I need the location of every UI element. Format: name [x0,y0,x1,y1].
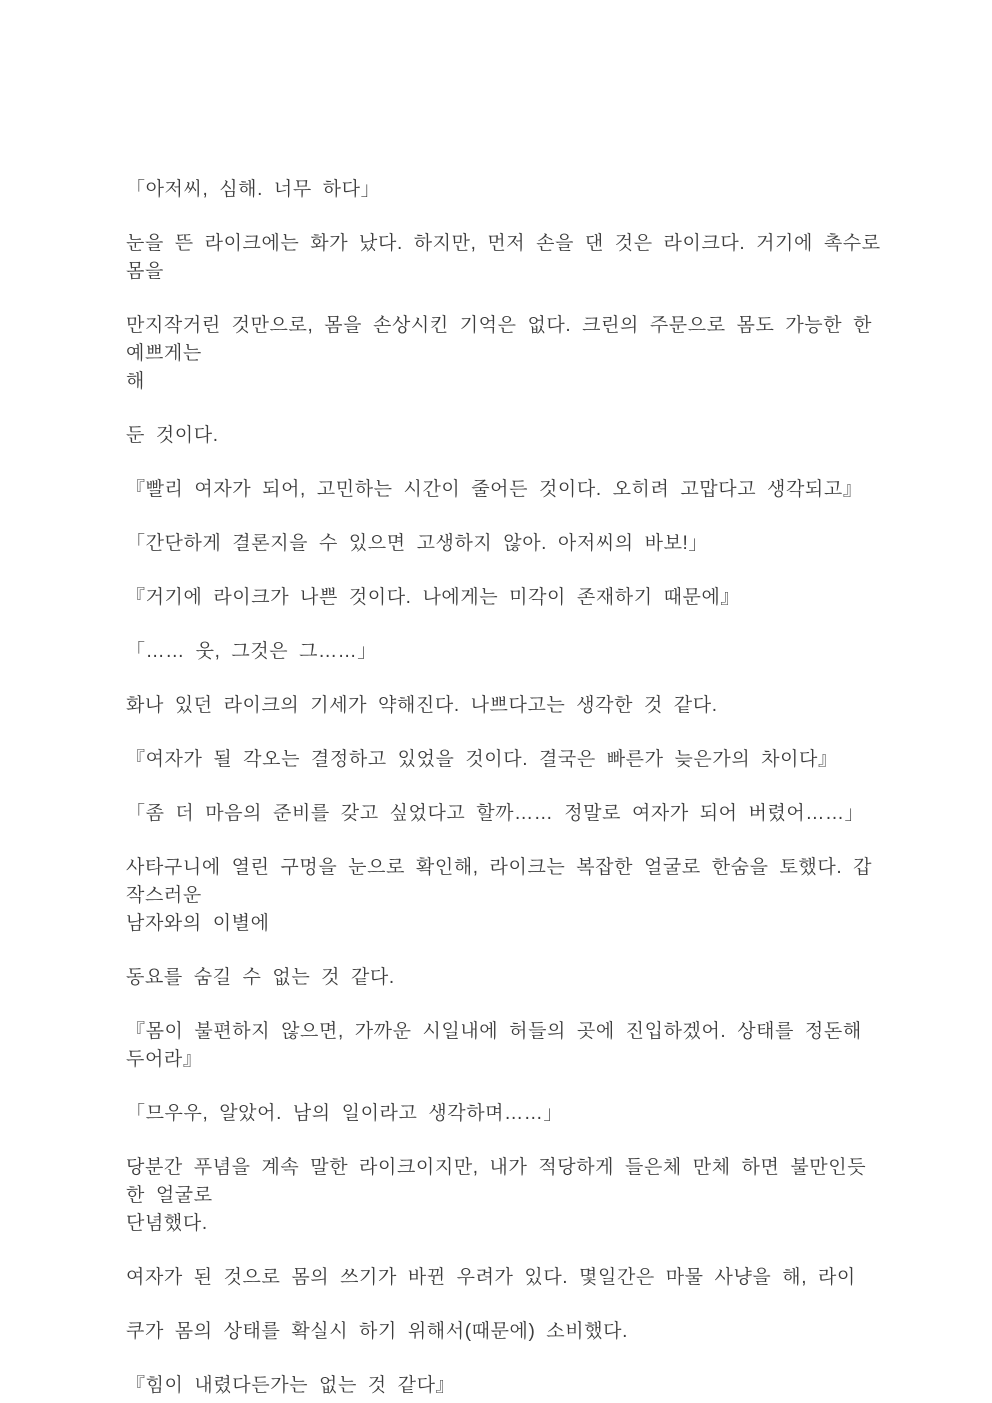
text-line: 『몸이 불편하지 않으면, 가까운 시일내에 허들의 곳에 진입하겠어. 상태를 정돈해 두어라』 [126,1021,862,1070]
text-line: 「좀 더 마음의 준비를 갖고 싶었다고 할까…… 정말로 여자가 되어 버렸어……」 [126,803,865,824]
paragraph [126,854,884,938]
text-line: 쿠가 몸의 상태를 확실시 하기 위해서(때문에) 소비했다. [126,1321,628,1342]
paragraph [126,746,884,774]
text-line: 「…… 웃, 그것은 그……」 [126,641,377,662]
text-line: 『힘이 내렸다든가는 없는 것 같다』 [126,1375,456,1396]
text-line: 『여자가 될 각오는 결정하고 있었을 것이다. 결국은 빠른가 늦은가의 차이다』 [126,749,838,770]
text-line: 사타구니에 열린 구멍을 눈으로 확인해, 라이크는 복잡한 얼굴로 한숨을 토했다. 갑작스러운 [126,857,873,906]
paragraph [126,1018,884,1074]
text-line: 여자가 된 것으로 몸의 쓰기가 바뀐 우려가 있다. 몇일간은 마물 사냥을 해, 라이 [126,1267,856,1288]
paragraph [126,176,884,204]
text-body [126,176,884,1400]
paragraph [126,1372,884,1400]
paragraph [126,422,884,450]
paragraph [126,1318,884,1346]
text-line: 둔 것이다. [126,425,219,446]
text-line: 『빨리 여자가 되어, 고민하는 시간이 줄어든 것이다. 오히려 고맙다고 생각되고』 [126,479,863,500]
text-line: 「간단하게 결론지을 수 있으면 고생하지 않아. 아저씨의 바보!」 [126,533,709,554]
paragraph [126,1100,884,1128]
paragraph [126,692,884,720]
text-line: 눈을 뜬 라이크에는 화가 났다. 하지만, 먼저 손을 댄 것은 라이크다. 거기에 촉수로 몸을 [126,233,881,282]
text-line: 「므우우, 알았어. 남의 일이라고 생각하며……」 [126,1103,563,1124]
paragraph [126,312,884,396]
text-line: 만지작거린 것만으로, 몸을 손상시킨 기억은 없다. 크린의 주문으로 몸도 가능한 한 예쁘게는 [126,315,873,364]
text-line: 『거기에 라이크가 나쁜 것이다. 나에게는 미각이 존재하기 때문에』 [126,587,741,608]
text-line: 「아저씨, 심해. 너무 하다」 [126,179,381,200]
text-line: 해 [126,371,145,392]
paragraph [126,476,884,504]
paragraph [126,1264,884,1292]
text-line: 당분간 푸념을 계속 말한 라이크이지만, 내가 적당하게 들은체 만체 하면 불만인듯한 얼굴로 [126,1157,867,1206]
paragraph [126,230,884,286]
paragraph [126,1154,884,1238]
text-line: 남자와의 이별에 [126,913,270,934]
paragraph [126,800,884,828]
paragraph [126,964,884,992]
text-line: 단념했다. [126,1213,208,1234]
paragraph [126,530,884,558]
paragraph [126,584,884,612]
text-line: 화나 있던 라이크의 기세가 약해진다. 나쁘다고는 생각한 것 같다. [126,695,718,716]
text-line: 동요를 숨길 수 없는 것 같다. [126,967,395,988]
paragraph [126,638,884,666]
